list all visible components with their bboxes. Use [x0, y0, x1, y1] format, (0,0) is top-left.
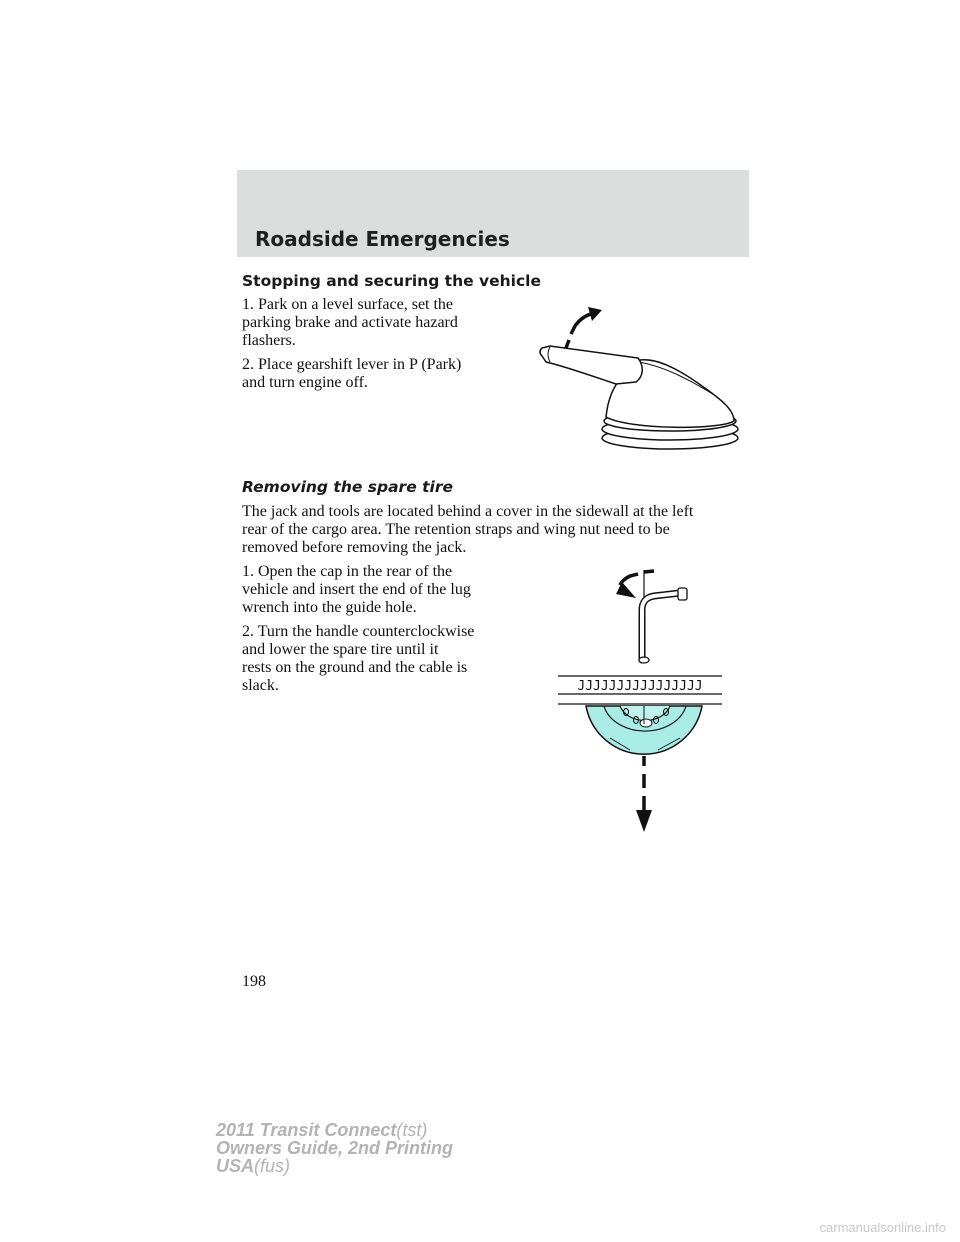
floor-pattern: JJJJJJJJJJJJJJJJ — [577, 679, 703, 694]
parking-brake-lever-illustration — [520, 300, 750, 455]
document-footer: 2011 Transit Connect(tst) Owners Guide, 2nd Printing USA(fus) — [216, 1120, 454, 1176]
spare-tire-lowering-illustration — [550, 560, 730, 840]
step-park-level: 1. Park on a level surface, set the parking brake and activate hazard flashers. — [242, 296, 458, 349]
step-turn-handle-lower-tire: 2. Turn the handle counterclockwise and lower the spare tire until it rests on the ground and the cable is slack. — [242, 623, 475, 694]
heading-stopping-securing: Stopping and securing the vehicle — [242, 272, 542, 290]
intro-jack-tools-location: The jack and tools are located behind a cover in the sidewall at the left rear of the cargo area. The retention straps and wing nut need to be removed before removing the jack. — [242, 503, 694, 556]
watermark-text: carmanualsonline.info — [819, 1220, 946, 1235]
section-title: Roadside Emergencies — [255, 227, 510, 251]
counterclockwise-arrow-icon — [620, 571, 654, 585]
step-open-cap-insert-wrench: 1. Open the cap in the rear of the vehicle and insert the end of the lug wrench into the guide hole. — [242, 563, 471, 616]
page-number: 198 — [242, 973, 266, 990]
step-gearshift-park: 2. Place gearshift lever in P (Park) and turn engine off. — [242, 356, 462, 391]
lug-wrench — [642, 593, 680, 660]
section-header-band — [237, 170, 749, 257]
heading-removing-spare-tire: Removing the spare tire — [242, 478, 453, 496]
pull-up-arrow-icon — [566, 313, 594, 348]
